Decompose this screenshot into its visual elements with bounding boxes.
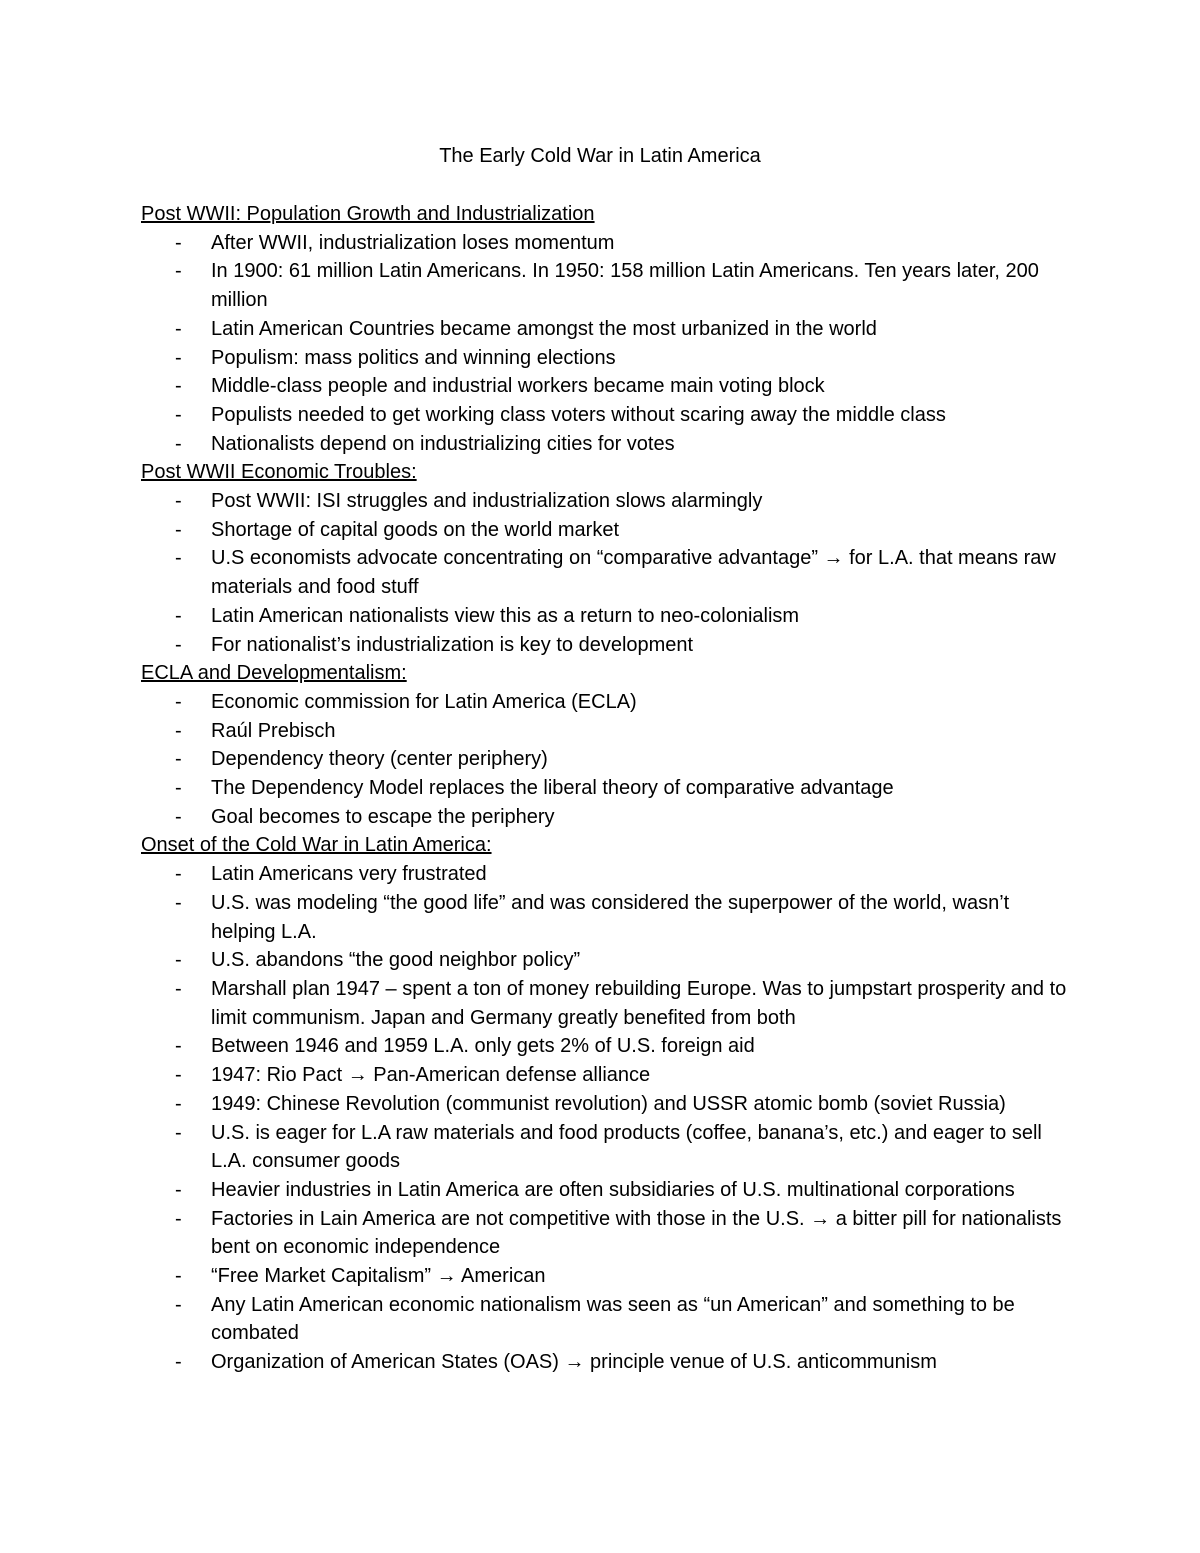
section [141,831,1071,1376]
bullet-item: - 1949: Chinese Revolution (communist revolution) and USSR atomic bomb (soviet Russia) [141,1090,1071,1119]
bullet-list [141,487,1071,659]
bullet-item: - Post WWII: ISI struggles and industrialization slows alarmingly [141,487,1071,516]
bullet-item: - Latin Americans very frustrated [141,860,1071,889]
bullet-item: - Raúl Prebisch [141,717,1071,746]
bullet-item: - Economic commission for Latin America (ECLA) [141,688,1071,717]
bullet-item: - Heavier industries in Latin America are often subsidiaries of U.S. multinational corporations [141,1176,1071,1205]
bullet-item: - Shortage of capital goods on the world market [141,516,1071,545]
bullet-item: - Populism: mass politics and winning elections [141,344,1071,373]
bullet-list [141,860,1071,1377]
bullet-item: - U.S. is eager for L.A raw materials and food products (coffee, banana’s, etc.) and eager to sell L.A. consumer goods [141,1119,1071,1176]
bullet-item: - U.S. was modeling “the good life” and was considered the superpower of the world, wasn’t helping L.A. [141,889,1071,946]
bullet-item: - Latin American nationalists view this as a return to neo-colonialism [141,602,1071,631]
bullet-item: - Any Latin American economic nationalism was seen as “un American” and something to be combated [141,1291,1071,1348]
document-body [141,200,1071,1377]
bullet-list [141,688,1071,832]
bullet-item: - Middle-class people and industrial workers became main voting block [141,372,1071,401]
bullet-item: - 1947: Rio Pact → Pan-American defense alliance [141,1061,1071,1090]
section [141,659,1071,831]
section-heading: Post WWII Economic Troubles: [141,461,417,484]
document-title: The Early Cold War in Latin America [439,145,761,167]
bullet-item: - Populists needed to get working class voters without scaring away the middle class [141,401,1071,430]
bullet-item: - Factories in Lain America are not competitive with those in the U.S. → a bitter pill for nationalists bent on economic independence [141,1205,1071,1262]
section [141,458,1071,659]
bullet-list [141,229,1071,459]
bullet-item: - Goal becomes to escape the periphery [141,803,1071,832]
section-heading: Post WWII: Population Growth and Industrialization [141,203,595,225]
bullet-item: - Marshall plan 1947 – spent a ton of money rebuilding Europe. Was to jumpstart prosperity and to limit communism. Japan and Germany greatly benefited from both [141,975,1071,1032]
bullet-item: - U.S. abandons “the good neighbor policy” [141,946,1071,975]
bullet-item: - Organization of American States (OAS) → principle venue of U.S. anticommunism [141,1348,1071,1377]
section [141,200,1071,458]
bullet-item: - Dependency theory (center periphery) [141,745,1071,774]
bullet-item: - “Free Market Capitalism” → American [141,1262,1071,1291]
bullet-item: - The Dependency Model replaces the liberal theory of comparative advantage [141,774,1071,803]
section-heading: Onset of the Cold War in Latin America: [141,834,492,857]
bullet-item: - U.S economists advocate concentrating on “comparative advantage” → for L.A. that means raw materials and food stuff [141,544,1071,601]
bullet-item: - Latin American Countries became amongst the most urbanized in the world [141,315,1071,344]
bullet-item: - Between 1946 and 1959 L.A. only gets 2% of U.S. foreign aid [141,1032,1071,1061]
bullet-item: - In 1900: 61 million Latin Americans. In 1950: 158 million Latin Americans. Ten years later, 200 million [141,257,1071,314]
bullet-item: - For nationalist’s industrialization is key to development [141,631,1071,660]
section-heading: ECLA and Developmentalism: [141,662,407,685]
bullet-item: - Nationalists depend on industrializing cities for votes [141,430,1071,459]
bullet-item: - After WWII, industrialization loses momentum [141,229,1071,258]
